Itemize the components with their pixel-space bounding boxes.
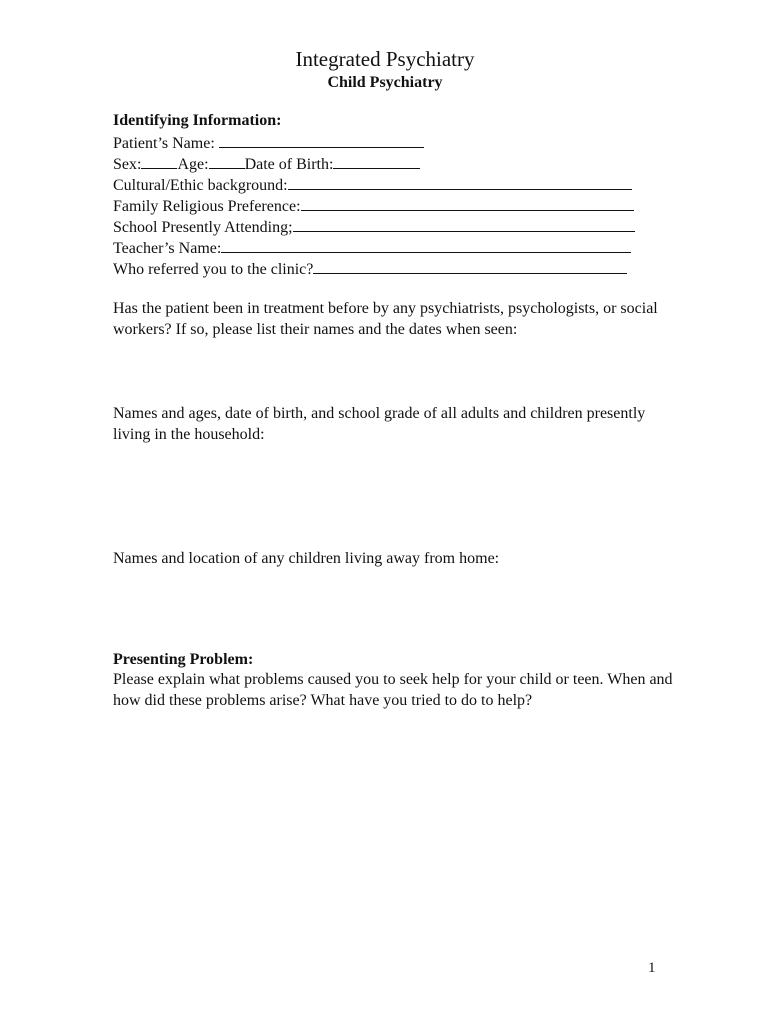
form-title: Integrated Psychiatry [295, 47, 475, 71]
dob-label: Date of Birth: [244, 156, 334, 173]
dob-field[interactable] [333, 153, 420, 169]
religious-label: Family Religious Preference: [113, 198, 301, 215]
patient-name-field[interactable] [219, 132, 424, 148]
presenting-question: Please explain what problems caused you to seek help for your child or teen. When and how did these problems arise? What have you tried to do to help? [113, 671, 673, 709]
presenting-heading: Presenting Problem: [113, 651, 254, 668]
referred-field[interactable] [313, 258, 627, 274]
teacher-label: Teacher’s Name: [113, 240, 222, 257]
age-label: Age: [177, 156, 209, 173]
identifying-heading: Identifying Information: [113, 112, 282, 129]
referred-label: Who referred you to the clinic? [113, 261, 314, 278]
religious-row [113, 195, 634, 217]
religious-field[interactable] [301, 195, 634, 211]
school-row [113, 216, 635, 238]
sex-label: Sex: [113, 156, 142, 173]
patient-name-row [113, 132, 424, 154]
cultural-field[interactable] [288, 174, 632, 190]
patient-name-label: Patient’s Name: [113, 135, 215, 152]
cultural-row [113, 174, 632, 196]
household-question: Names and ages, date of birth, and school grade of all adults and children presently living in the household: [113, 405, 646, 443]
sex-age-dob-row [113, 153, 420, 175]
age-field[interactable] [209, 153, 245, 169]
school-field[interactable] [293, 216, 635, 232]
treatment-question: Has the patient been in treatment before by any psychiatrists, psychologists, or social workers? If so, please list their names and the dates when seen: [113, 300, 658, 338]
school-label: School Presently Attending; [113, 219, 293, 236]
page-number: 1 [648, 960, 656, 976]
form-subtitle: Child Psychiatry [327, 74, 443, 91]
away-question: Names and location of any children living away from home: [113, 550, 500, 567]
cultural-label: Cultural/Ethic background: [113, 177, 288, 194]
sex-field[interactable] [141, 153, 177, 169]
referred-row [113, 258, 627, 280]
teacher-field[interactable] [221, 237, 631, 253]
teacher-row [113, 237, 631, 259]
